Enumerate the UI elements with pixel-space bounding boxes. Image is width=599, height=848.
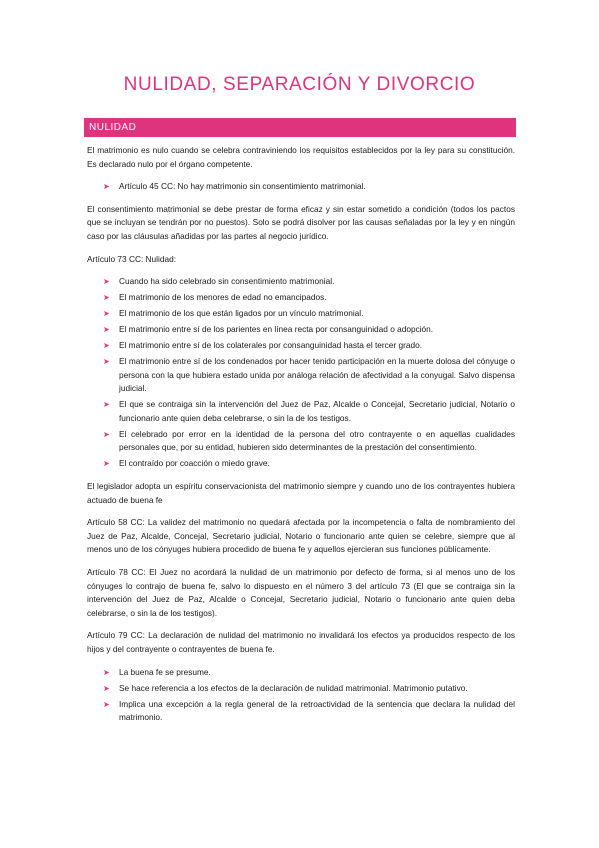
list-item [87, 682, 515, 696]
list-item [87, 339, 515, 353]
chevron-right-icon: ➤ [103, 182, 110, 192]
paragraph-art73: Artículo 73 CC: Nulidad: [87, 253, 177, 264]
paragraph-intro: El matrimonio es nulo cuando se celebra contraviniendo los requisitos establecidos por la ley para su constitución. Es declarado nulo por el órgano competente. [87, 145, 515, 169]
document-title: NULIDAD, SEPARACIÓN Y DIVORCIO [123, 74, 476, 95]
list-item-text: El matrimonio entre sí de los colaterales por consanguinidad hasta el tercer grado. [119, 340, 423, 351]
list-item-text: El matrimonio de los menores de edad no emancipados. [119, 292, 327, 303]
paragraph-legislator: El legislador adopta un espíritu conservacionista del matrimonio siempre y cuando uno de los contrayentes hubiera actuado de buena fe [87, 481, 515, 505]
paragraph-art78: Artículo 78 CC: El Juez no acordará la nulidad de un matrimonio por defecto de forma, si al menos uno de los cónyuges lo contrajo de buena fe, salvo lo dispuesto en el número 3 del artículo 73 (El que se contraiga sin la intervención del Juez de Paz, Alcalde o Concejal, Secretario judicial, Notario o funcionario ante quien deba celebrarse, o sin la de los testigos). [87, 566, 515, 618]
paragraph-consent: El consentimiento matrimonial se debe prestar de forma eficaz y sin estar sometido a condición (todos los pactos que se incluyan se tendrán por no puestos). Solo se podrá disolver por las causas señaladas por la ley y en ningún caso por las cláusulas añadidas por las partes al negocio jurídico. [87, 203, 515, 241]
list-item [87, 291, 515, 305]
chevron-right-icon: ➤ [103, 293, 110, 303]
list-item-text: Cuando ha sido celebrado sin consentimiento matrimonial. [119, 276, 335, 287]
list-item [87, 307, 515, 321]
list-item [87, 180, 515, 194]
list-item-text: Implica una excepción a la regla general de la retroactividad de la sentencia que declara la nulidad del matrimonio. [119, 698, 515, 723]
chevron-right-icon: ➤ [103, 699, 110, 709]
section-header: NULIDAD [84, 118, 516, 137]
list-item-text: Artículo 45 CC: No hay matrimonio sin consentimiento matrimonial. [119, 181, 366, 192]
list-item-text: El celebrado por error en la identidad de la persona del otro contrayente o en aquellas cualidades personales que, por su entidad, hubieren sido determinantes de la prestación del consentimiento. [119, 428, 515, 453]
list-item-text: Se hace referencia a los efectos de la declaración de nulidad matrimonial. Matrimonio putativo. [119, 682, 468, 693]
chevron-right-icon: ➤ [103, 429, 110, 439]
chevron-right-icon: ➤ [103, 400, 110, 410]
paragraph-art58: Artículo 58 CC: La validez del matrimonio no quedará afectada por la incompetencia o falta de nombramiento del Juez de Paz, Alcalde, Concejal, Secretario judicial, Notario o funcionario ante quien se celebre, siempre que al menos uno de los cónyuges hubiera procedido de buena fe y aquellos ejercieran sus funciones públicamente. [87, 517, 515, 555]
bullet-list [87, 180, 515, 194]
chevron-right-icon: ➤ [103, 459, 110, 469]
list-item-text: El que se contraiga sin la intervención del Juez de Paz, Alcalde o Concejal, Secretario judicial, Notario o funcionario ante quien deba celebrarse, o sin la de los testigos. [119, 399, 515, 423]
list-item [87, 666, 515, 680]
chevron-right-icon: ➤ [103, 341, 110, 351]
chevron-right-icon: ➤ [103, 277, 110, 287]
list-item [87, 457, 515, 471]
list-item [87, 275, 515, 289]
chevron-right-icon: ➤ [103, 325, 110, 335]
document-body [87, 144, 515, 734]
list-item [87, 428, 515, 455]
list-item-text: El matrimonio de los que están ligados por un vínculo matrimonial. [119, 308, 364, 319]
chevron-right-icon: ➤ [103, 683, 110, 693]
list-item-text: El matrimonio entre sí de los parientes en línea recta por consanguinidad o adopción. [119, 324, 434, 335]
list-item [87, 323, 515, 337]
paragraph-art79: Artículo 79 CC: La declaración de nulidad del matrimonio no invalidará los efectos ya producidos respecto de los hijos y del contrayente o contrayentes de buena fe. [87, 630, 515, 654]
chevron-right-icon: ➤ [103, 309, 110, 319]
list-item-text: El matrimonio entre sí de los condenados por hacer tenido participación en la muerte dolosa del cónyuge o persona con la que hubiera estado unida por análoga relación de afectividad a la conyugal. Salvo dispensa judicial. [119, 356, 515, 394]
bullet-list [87, 666, 515, 725]
bullet-list [87, 275, 515, 471]
list-item [87, 698, 515, 725]
chevron-right-icon: ➤ [103, 357, 110, 367]
list-item-text: La buena fe se presume. [119, 666, 211, 677]
chevron-right-icon: ➤ [103, 667, 110, 677]
list-item [87, 398, 515, 425]
list-item [87, 355, 515, 396]
list-item-text: El contraído por coacción o miedo grave. [119, 458, 270, 469]
